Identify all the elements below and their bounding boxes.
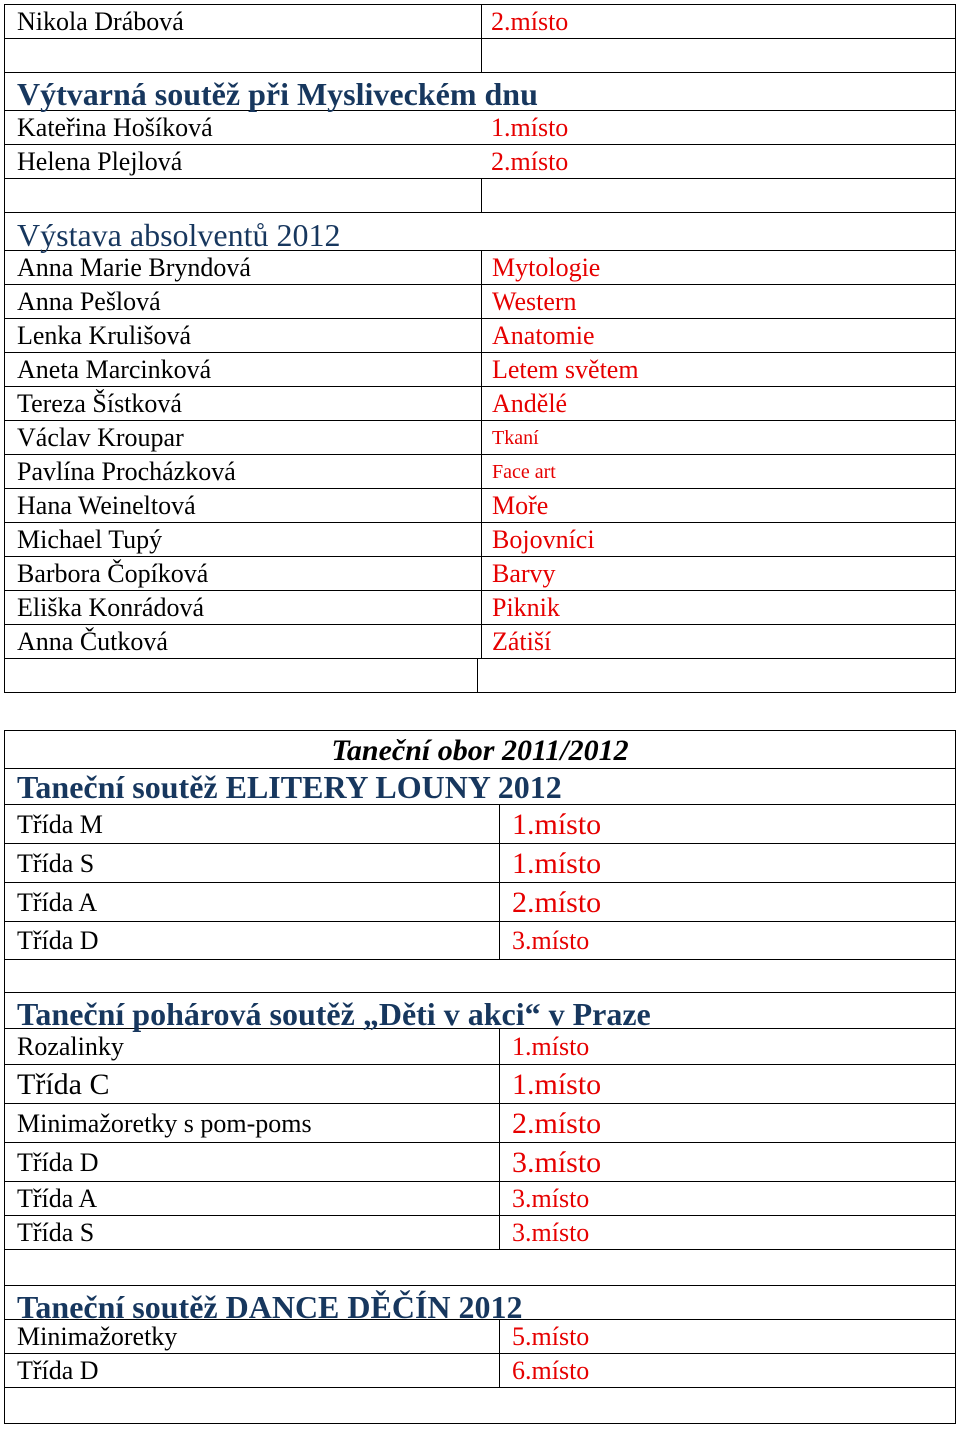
artwork-title: Andělé bbox=[481, 387, 567, 420]
placement: 3.místo bbox=[499, 1216, 589, 1249]
section-title-louny: Taneční soutěž ELITERY LOUNY 2012 bbox=[17, 769, 562, 805]
placement: 1.místo bbox=[499, 805, 601, 843]
artwork-title: Zátiší bbox=[481, 625, 551, 658]
artwork-title: Piknik bbox=[481, 591, 560, 624]
group-name: Třída M bbox=[17, 810, 103, 839]
artwork-title: Anatomie bbox=[481, 319, 595, 352]
artwork-title: Face art bbox=[481, 455, 556, 488]
table-row bbox=[4, 557, 956, 591]
group-name: Třída C bbox=[17, 1068, 110, 1101]
placement: 3.místo bbox=[499, 1143, 601, 1181]
student-name: Tereza Šístková bbox=[17, 389, 182, 418]
student-name: Barbora Čopíková bbox=[17, 559, 209, 588]
placement: 1.místo bbox=[499, 1029, 589, 1064]
section-title-row bbox=[4, 1286, 956, 1325]
placement: 3.místo bbox=[499, 922, 589, 959]
section-title-row bbox=[4, 993, 956, 1032]
student-name: Václav Kroupar bbox=[17, 423, 184, 452]
group-name: Třída D bbox=[17, 1356, 99, 1385]
group-name: Minimažoretky bbox=[17, 1322, 178, 1351]
empty-row bbox=[4, 179, 956, 213]
placement: 2.místo bbox=[491, 147, 569, 176]
table-row bbox=[4, 883, 956, 922]
group-name: Třída D bbox=[17, 1148, 99, 1177]
artwork-title: Bojovníci bbox=[481, 523, 595, 556]
group-name: Třída S bbox=[17, 1218, 95, 1247]
placement: 1.místo bbox=[491, 113, 569, 142]
section-title-praha: Taneční pohárová soutěž „Děti v akci“ v Praze bbox=[17, 996, 651, 1032]
student-name: Nikola Drábová bbox=[17, 7, 184, 36]
table-row bbox=[4, 251, 956, 285]
placement: 2.místo bbox=[499, 883, 601, 921]
table-row bbox=[4, 387, 956, 421]
placement: 1.místo bbox=[499, 844, 601, 882]
table-row bbox=[4, 489, 956, 523]
artwork-title: Mytologie bbox=[481, 251, 600, 284]
table-row bbox=[4, 111, 956, 145]
empty-row bbox=[4, 659, 956, 693]
artwork-title: Tkaní bbox=[481, 421, 539, 454]
section-title-row bbox=[4, 73, 956, 111]
dance-results-table bbox=[4, 730, 956, 1424]
group-name: Třída A bbox=[17, 888, 98, 917]
table-row bbox=[4, 1104, 956, 1143]
section-title-row bbox=[4, 213, 956, 251]
table-row bbox=[4, 1143, 956, 1182]
table-row bbox=[4, 625, 956, 659]
placement: 2.místo bbox=[499, 1104, 601, 1142]
student-name: Lenka Krulišová bbox=[17, 321, 192, 350]
student-name: Kateřina Hošíková bbox=[17, 113, 213, 142]
table-row bbox=[4, 1320, 956, 1354]
table-row bbox=[4, 844, 956, 883]
artwork-title: Barvy bbox=[481, 557, 556, 590]
art-results-table bbox=[4, 4, 956, 693]
group-name: Minimažoretky s pom-poms bbox=[17, 1109, 312, 1138]
student-name: Pavlína Procházková bbox=[17, 457, 236, 486]
table-row bbox=[4, 353, 956, 387]
student-name: Hana Weineltová bbox=[17, 491, 196, 520]
table-row bbox=[4, 1029, 956, 1065]
placement: 2.místo bbox=[481, 5, 568, 38]
student-name: Michael Tupý bbox=[17, 525, 163, 554]
table-row bbox=[4, 145, 956, 179]
student-name: Aneta Marcinková bbox=[17, 355, 212, 384]
empty-row bbox=[4, 39, 956, 73]
student-name: Eliška Konrádová bbox=[17, 593, 205, 622]
section-title-row bbox=[4, 769, 956, 805]
artwork-title: Western bbox=[481, 285, 577, 318]
table-row bbox=[4, 285, 956, 319]
placement: 1.místo bbox=[499, 1065, 601, 1103]
table-row bbox=[4, 805, 956, 844]
table-row bbox=[4, 922, 956, 960]
empty-row bbox=[4, 960, 956, 993]
student-name: Anna Pešlová bbox=[17, 287, 161, 316]
table-row bbox=[4, 1216, 956, 1250]
dance-heading-row bbox=[4, 731, 956, 769]
group-name: Třída A bbox=[17, 1184, 98, 1213]
artwork-title: Letem světem bbox=[481, 353, 639, 386]
table-row bbox=[4, 455, 956, 489]
empty-row bbox=[4, 1250, 956, 1286]
table-row bbox=[4, 1354, 956, 1388]
section-title-decin: Taneční soutěž DANCE DĚČÍN 2012 bbox=[17, 1289, 523, 1325]
table-row bbox=[4, 523, 956, 557]
table-row bbox=[4, 591, 956, 625]
table-row bbox=[4, 421, 956, 455]
group-name: Třída S bbox=[17, 849, 95, 878]
student-name: Anna Marie Bryndová bbox=[17, 253, 251, 282]
dance-heading: Taneční obor 2011/2012 bbox=[331, 734, 629, 767]
table-row bbox=[4, 1065, 956, 1104]
section-title-hunting: Výtvarná soutěž při Mysliveckém dnu bbox=[17, 76, 538, 112]
placement: 6.místo bbox=[499, 1354, 589, 1387]
placement: 5.místo bbox=[499, 1320, 589, 1353]
table-row bbox=[4, 319, 956, 353]
group-name: Rozalinky bbox=[17, 1032, 124, 1061]
table-row bbox=[4, 5, 956, 39]
section-title-graduates: Výstava absolventů 2012 bbox=[17, 217, 341, 253]
table-row bbox=[4, 1182, 956, 1216]
student-name: Helena Plejlová bbox=[17, 147, 183, 176]
group-name: Třída D bbox=[17, 926, 99, 955]
student-name: Anna Čutková bbox=[17, 627, 168, 656]
artwork-title: Moře bbox=[481, 489, 548, 522]
empty-row bbox=[4, 1388, 956, 1424]
placement: 3.místo bbox=[499, 1182, 589, 1215]
